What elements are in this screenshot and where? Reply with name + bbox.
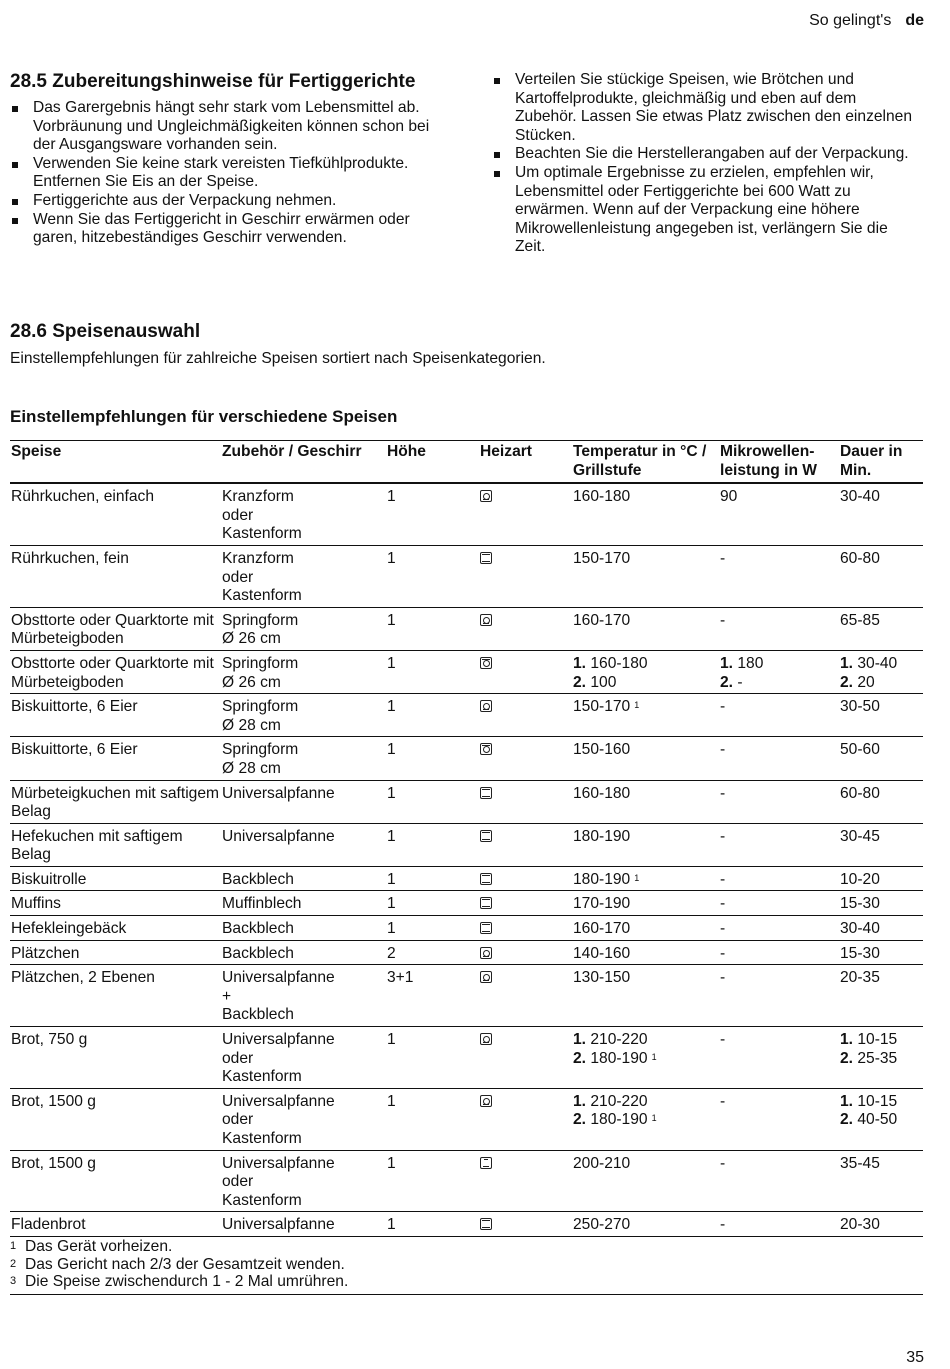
top-bottom-icon — [480, 873, 492, 885]
cell-speise: Mürbeteigkuchen mit saftigem Belag — [10, 780, 221, 823]
footnote-ref: 1 — [634, 700, 640, 711]
cell-hoehe: 1 — [386, 866, 479, 891]
cell-hoehe: 1 — [386, 650, 479, 693]
list-item: Das Garergebnis hängt sehr stark vom Lebensmittel ab. Vorbräunung und Ungleichmäßigkeiten können schon bei der Ausgangsware vorhanden sein. — [10, 99, 450, 155]
col-header-mikrowelle: Mikrowellenleistung in W — [719, 441, 839, 484]
cell-zubehoer: Universalpfanne + Backblech — [221, 965, 386, 1027]
footnote — [10, 1256, 923, 1274]
cell-mikrowelle: - — [719, 823, 839, 866]
footnote-ref: 1 — [634, 872, 640, 883]
footnote-ref: 1 — [651, 1113, 657, 1124]
bottom-top-icon — [480, 1157, 492, 1169]
fan-icon — [480, 1033, 492, 1045]
cell-dauer: 20-30 — [839, 1212, 923, 1237]
cell-heizart — [479, 823, 572, 866]
table-row — [10, 916, 923, 941]
cell-dauer: 1. 30-40 2. 20 — [839, 650, 923, 693]
hint-list-left — [10, 99, 450, 248]
col-header-dauer: Dauer in Min. — [839, 441, 923, 484]
cell-heizart — [479, 545, 572, 607]
cell-zubehoer: Springform Ø 26 cm — [221, 607, 386, 650]
top-bottom-icon — [480, 552, 492, 564]
table-row — [10, 823, 923, 866]
cell-zubehoer: Kranzform oder Kastenform — [221, 483, 386, 545]
table-row — [10, 1150, 923, 1212]
cell-dauer: 1. 10-15 2. 40-50 — [839, 1088, 923, 1150]
cell-mikrowelle: - — [719, 866, 839, 891]
cell-zubehoer: Springform Ø 28 cm — [221, 737, 386, 780]
cell-zubehoer: Muffinblech — [221, 891, 386, 916]
section-title-28-6: 28.6 Speisenauswahl — [10, 321, 201, 342]
cell-zubehoer: Universalpfanne oder Kastenform — [221, 1088, 386, 1150]
cell-heizart — [479, 1212, 572, 1237]
list-item: Verwenden Sie keine stark vereisten Tiefkühlprodukte. Entfernen Sie Eis an der Speise. — [10, 155, 450, 192]
footnote-text: Das Gerät vorheizen. — [25, 1238, 173, 1255]
list-item: Um optimale Ergebnisse zu erzielen, empfehlen wir, Lebensmittel oder Fertiggerichte bei 600 Watt zu erwärmen. Wenn auf der Verpackung eine höhere Mikrowellenleistung angegeben ist, verlängern Sie die Zeit. — [492, 164, 922, 257]
col-header-speise: Speise — [10, 441, 221, 484]
table-row — [10, 1212, 923, 1237]
section-28-5-right — [492, 71, 922, 257]
cell-zubehoer: Springform Ø 26 cm — [221, 650, 386, 693]
cell-speise: Obsttorte oder Quarktorte mit Mürbeteigboden — [10, 650, 221, 693]
cell-mikrowelle: - — [719, 1212, 839, 1237]
recommendation-table — [10, 440, 923, 1237]
cell-temperatur: 170-190 — [572, 891, 719, 916]
cell-hoehe: 1 — [386, 780, 479, 823]
header-section: So gelingt's — [809, 12, 892, 29]
cell-mikrowelle: - — [719, 607, 839, 650]
cell-heizart — [479, 916, 572, 941]
cell-temperatur: 200-210 — [572, 1150, 719, 1212]
table-row — [10, 650, 923, 693]
cell-hoehe: 1 — [386, 607, 479, 650]
cell-temperatur: 1. 210-220 2. 180-190 $^1$ — [572, 1088, 719, 1150]
cell-dauer: 30-40 — [839, 483, 923, 545]
cell-hoehe: 1 — [386, 1088, 479, 1150]
cell-mikrowelle: - — [719, 965, 839, 1027]
cell-zubehoer: Universalpfanne — [221, 780, 386, 823]
footnote-mark: 3 — [10, 1275, 17, 1287]
col-header-temperatur: Temperatur in °C / Grillstufe — [572, 441, 719, 484]
cell-speise: Muffins — [10, 891, 221, 916]
mw-fan-icon — [480, 743, 492, 755]
table-row — [10, 483, 923, 545]
fan-icon — [480, 614, 492, 626]
cell-mikrowelle: - — [719, 737, 839, 780]
table-row — [10, 940, 923, 965]
cell-temperatur: 150-170 $^1$ — [572, 694, 719, 737]
list-item: Wenn Sie das Fertiggericht in Geschirr erwärmen oder garen, hitzebeständiges Geschirr verwenden. — [10, 211, 450, 248]
cell-speise: Plätzchen, 2 Ebenen — [10, 965, 221, 1027]
list-item: Fertiggerichte aus der Verpackung nehmen. — [10, 192, 450, 211]
cell-speise: Brot, 1500 g — [10, 1088, 221, 1150]
cell-mikrowelle: - — [719, 916, 839, 941]
col-header-zubehoer: Zubehör / Geschirr — [221, 441, 386, 484]
cell-temperatur: 1. 210-220 2. 180-190 $^1$ — [572, 1027, 719, 1089]
cell-heizart — [479, 1088, 572, 1150]
cell-speise: Rührkuchen, einfach — [10, 483, 221, 545]
cell-speise: Brot, 750 g — [10, 1027, 221, 1089]
cell-heizart — [479, 891, 572, 916]
cell-dauer: 35-45 — [839, 1150, 923, 1212]
cell-heizart — [479, 1150, 572, 1212]
cell-speise: Biskuitrolle — [10, 866, 221, 891]
cell-dauer: 15-30 — [839, 891, 923, 916]
cell-dauer: 60-80 — [839, 780, 923, 823]
cell-temperatur: 160-180 — [572, 483, 719, 545]
top-bottom-icon — [480, 1218, 492, 1230]
cell-mikrowelle: - — [719, 940, 839, 965]
list-item: Beachten Sie die Herstellerangaben auf der Verpackung. — [492, 145, 922, 164]
cell-dauer: 20-35 — [839, 965, 923, 1027]
cell-temperatur: 150-160 — [572, 737, 719, 780]
table-row — [10, 891, 923, 916]
cell-hoehe: 1 — [386, 737, 479, 780]
cell-heizart — [479, 737, 572, 780]
table-title: Einstellempfehlungen für verschiedene Speisen — [10, 407, 398, 426]
cell-speise: Biskuittorte, 6 Eier — [10, 694, 221, 737]
cell-hoehe: 1 — [386, 1027, 479, 1089]
cell-dauer: 15-30 — [839, 940, 923, 965]
cell-dauer: 30-40 — [839, 916, 923, 941]
cell-speise: Hefekleingebäck — [10, 916, 221, 941]
cell-temperatur: 130-150 — [572, 965, 719, 1027]
footnote — [10, 1273, 923, 1291]
cell-dauer: 30-45 — [839, 823, 923, 866]
footnote-text: Das Gericht nach 2/3 der Gesamtzeit wenden. — [25, 1255, 345, 1273]
top-bottom-icon — [480, 897, 492, 909]
cell-mikrowelle: - — [719, 780, 839, 823]
table-row — [10, 965, 923, 1027]
cell-temperatur: 160-170 — [572, 916, 719, 941]
cell-mikrowelle: - — [719, 1027, 839, 1089]
cell-mikrowelle: - — [719, 545, 839, 607]
cell-hoehe: 1 — [386, 916, 479, 941]
cell-temperatur: 180-190 $^1$ — [572, 866, 719, 891]
mw-fan-icon — [480, 657, 492, 669]
cell-hoehe: 1 — [386, 891, 479, 916]
page-header — [809, 12, 924, 30]
cell-hoehe: 1 — [386, 1212, 479, 1237]
section-title-28-5: 28.5 Zubereitungshinweise für Fertiggerichte — [10, 71, 416, 92]
cell-dauer: 50-60 — [839, 737, 923, 780]
table-row — [10, 694, 923, 737]
cell-temperatur: 160-180 — [572, 780, 719, 823]
cell-dauer: 65-85 — [839, 607, 923, 650]
footnote-mark: 1 — [10, 1240, 17, 1252]
section-28-6 — [10, 321, 920, 369]
col-header-hoehe: Höhe — [386, 441, 479, 484]
cell-heizart — [479, 866, 572, 891]
cell-zubehoer: Backblech — [221, 916, 386, 941]
cell-heizart — [479, 650, 572, 693]
cell-dauer: 1. 10-15 2. 25-35 — [839, 1027, 923, 1089]
cell-zubehoer: Backblech — [221, 866, 386, 891]
section-intro: Einstellempfehlungen für zahlreiche Speisen sortiert nach Speisenkategorien. — [10, 350, 546, 367]
footnote-ref: 1 — [651, 1051, 657, 1062]
table-row — [10, 866, 923, 891]
top-bottom-icon — [480, 922, 492, 934]
cell-temperatur: 1. 160-180 2. 100 — [572, 650, 719, 693]
cell-heizart — [479, 965, 572, 1027]
table-row — [10, 607, 923, 650]
cell-hoehe: 1 — [386, 823, 479, 866]
cell-speise: Plätzchen — [10, 940, 221, 965]
fan-icon — [480, 947, 492, 959]
table-row — [10, 780, 923, 823]
cell-heizart — [479, 940, 572, 965]
cell-zubehoer: Kranzform oder Kastenform — [221, 545, 386, 607]
section-28-5-left — [10, 71, 450, 248]
cell-heizart — [479, 607, 572, 650]
cell-hoehe: 1 — [386, 483, 479, 545]
cell-dauer: 60-80 — [839, 545, 923, 607]
page-number: 35 — [906, 1349, 924, 1366]
cell-temperatur: 250-270 — [572, 1212, 719, 1237]
cell-temperatur: 180-190 — [572, 823, 719, 866]
table-row — [10, 545, 923, 607]
table-row — [10, 737, 923, 780]
fan-icon — [480, 700, 492, 712]
cell-dauer: 30-50 — [839, 694, 923, 737]
top-bottom-icon — [480, 787, 492, 799]
cell-heizart — [479, 780, 572, 823]
cell-zubehoer: Universalpfanne — [221, 823, 386, 866]
top-bottom-icon — [480, 830, 492, 842]
cell-heizart — [479, 1027, 572, 1089]
cell-speise: Rührkuchen, fein — [10, 545, 221, 607]
cell-heizart — [479, 694, 572, 737]
cell-hoehe: 1 — [386, 1150, 479, 1212]
cell-heizart — [479, 483, 572, 545]
cell-hoehe: 1 — [386, 694, 479, 737]
table-header-row — [10, 441, 923, 484]
cell-mikrowelle: 1. 180 2. - — [719, 650, 839, 693]
list-item: Verteilen Sie stückige Speisen, wie Brötchen und Kartoffelprodukte, gleichmäßig und eben auf dem Zubehör. Lassen Sie etwas Platz zwischen den einzelnen Stücken. — [492, 71, 922, 145]
header-lang: de — [905, 12, 924, 29]
footnote — [10, 1238, 923, 1256]
table-row — [10, 1088, 923, 1150]
cell-mikrowelle: - — [719, 1088, 839, 1150]
cell-hoehe: 3+1 — [386, 965, 479, 1027]
cell-speise: Brot, 1500 g — [10, 1150, 221, 1212]
footnote-text: Die Speise zwischendurch 1 - 2 Mal umrühren. — [25, 1273, 349, 1290]
fan-icon — [480, 490, 492, 502]
cell-mikrowelle: - — [719, 694, 839, 737]
cell-hoehe: 1 — [386, 545, 479, 607]
col-header-heizart: Heizart — [479, 441, 572, 484]
cell-mikrowelle: 90 — [719, 483, 839, 545]
cell-speise: Hefekuchen mit saftigem Belag — [10, 823, 221, 866]
cell-hoehe: 2 — [386, 940, 479, 965]
cell-zubehoer: Backblech — [221, 940, 386, 965]
cell-speise: Biskuittorte, 6 Eier — [10, 737, 221, 780]
fan-icon — [480, 971, 492, 983]
cell-mikrowelle: - — [719, 1150, 839, 1212]
footnotes — [10, 1238, 923, 1295]
cell-temperatur: 150-170 — [572, 545, 719, 607]
table-row — [10, 1027, 923, 1089]
fan-icon — [480, 1095, 492, 1107]
cell-temperatur: 140-160 — [572, 940, 719, 965]
footnote-mark: 2 — [10, 1257, 17, 1270]
cell-temperatur: 160-170 — [572, 607, 719, 650]
cell-mikrowelle: - — [719, 891, 839, 916]
cell-zubehoer: Universalpfanne — [221, 1212, 386, 1237]
hint-list-right — [492, 71, 922, 257]
cell-zubehoer: Universalpfanne oder Kastenform — [221, 1150, 386, 1212]
cell-zubehoer: Universalpfanne oder Kastenform — [221, 1027, 386, 1089]
cell-speise: Fladenbrot — [10, 1212, 221, 1237]
cell-speise: Obsttorte oder Quarktorte mit Mürbeteigboden — [10, 607, 221, 650]
cell-dauer: 10-20 — [839, 866, 923, 891]
cell-zubehoer: Springform Ø 28 cm — [221, 694, 386, 737]
